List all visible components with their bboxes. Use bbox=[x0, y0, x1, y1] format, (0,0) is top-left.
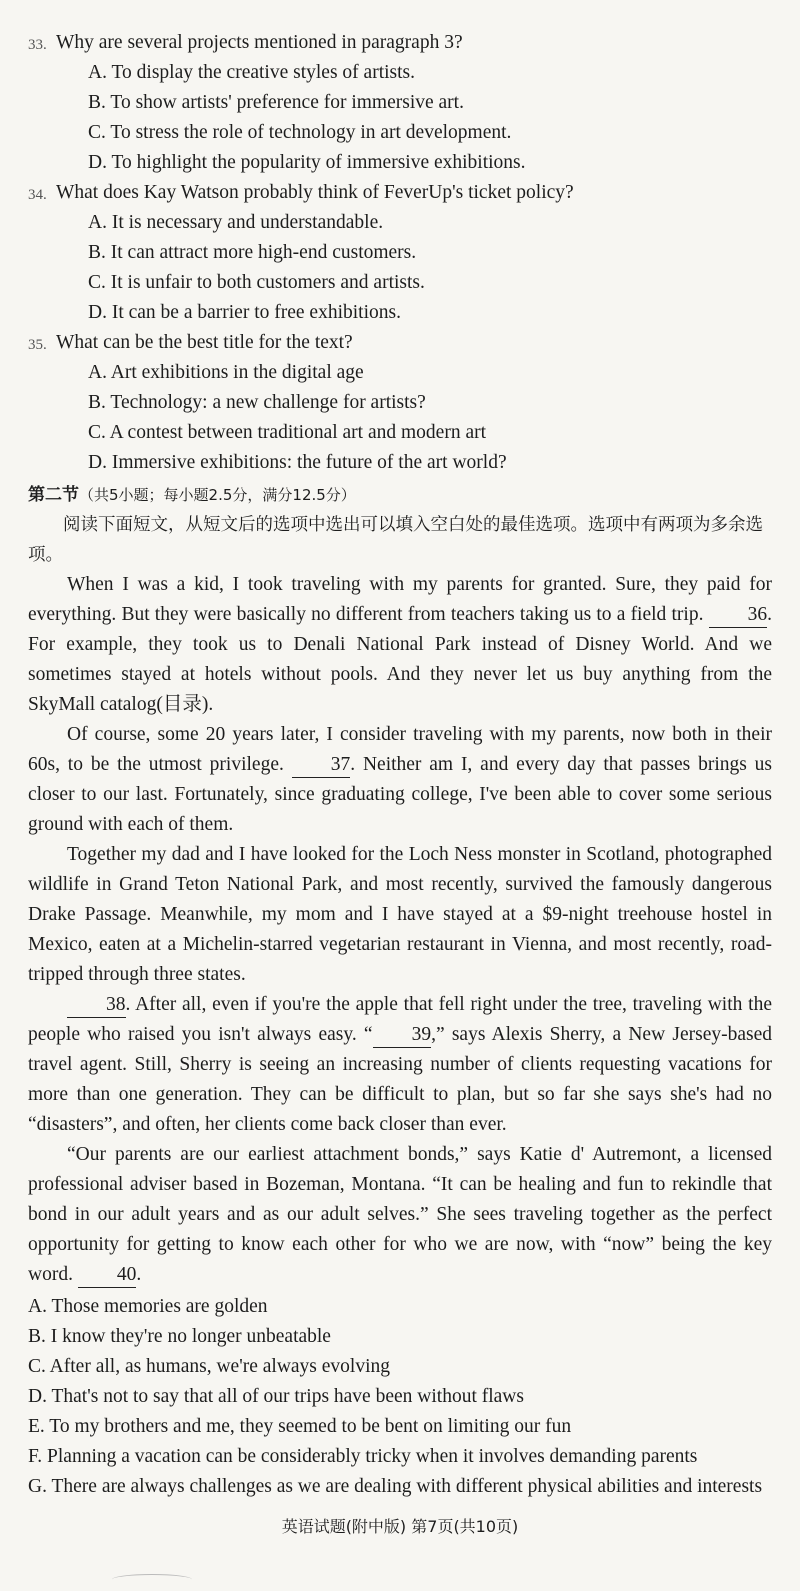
blank-39[interactable]: 39 bbox=[373, 1023, 432, 1048]
option: D. It can be a barrier to free exhibitions. bbox=[88, 302, 401, 323]
paragraph-text: Of course, some 20 years later, I consider traveling with my parents, now both in their 60s, to be the utmost privilege. bbox=[28, 724, 772, 775]
paragraph-text: . After all, even if you're the apple that fell right under the tree, traveling with the people who raised you isn't always easy. “ bbox=[28, 994, 772, 1045]
blank-40[interactable]: 40 bbox=[78, 1263, 137, 1288]
paragraph-text: . bbox=[136, 1264, 142, 1285]
choice-option: C. After all, as humans, we're always evolving bbox=[28, 1356, 391, 1377]
passage bbox=[28, 570, 772, 1290]
choice-option: F. Planning a vacation can be considerably tricky when it involves demanding parents bbox=[28, 1446, 698, 1467]
section-title: 第二节 bbox=[28, 485, 79, 505]
paragraph-text: When I was a kid, I took traveling with my parents for granted. Sure, they paid for everything. But they were basically no different from teachers taking us to a field trip. bbox=[28, 574, 772, 625]
option: A. Art exhibitions in the digital age bbox=[88, 362, 364, 383]
question-stem: Why are several projects mentioned in paragraph 3? bbox=[56, 32, 463, 53]
paragraph-text: ,” says Alexis Sherry, a New Jersey-based travel agent. Still, Sherry is seeing an increasing number of clients requesting vacations for more than one generation. They can be difficult to plan, but so far she says she's had no “disasters”, and often, her clients come back closer than ever. bbox=[28, 1024, 772, 1135]
paragraph bbox=[28, 1140, 772, 1290]
option: B. To show artists' preference for immersive art. bbox=[88, 92, 464, 113]
question-number: 35. bbox=[28, 337, 47, 353]
paragraph-text: . Neither am I, and every day that passes brings us closer to our last. Fortunately, since graduating college, I've been able to cover some serious ground with each of them. bbox=[28, 754, 773, 835]
paragraph-text: “Our parents are our earliest attachment bonds,” says Katie d' Autremont, a licensed professional adviser based in Bozeman, Montana. “It can be healing and fun to rekindle that bond in our adult years and as our adult selves.” She sees traveling together as the perfect opportunity for getting to know each other for who we are now, with “now” being the key word. bbox=[28, 1144, 772, 1285]
option: C. To stress the role of technology in art development. bbox=[88, 122, 512, 143]
paragraph-text: . For example, they took us to Denali National Park instead of Disney World. And we sometimes stayed at hotels without pools. And they never let us buy anything from the SkyMall catalog(目录). bbox=[28, 604, 773, 715]
blank-36[interactable]: 36 bbox=[709, 603, 768, 628]
choice-list bbox=[28, 1292, 772, 1502]
choice-option: G. There are always challenges as we are dealing with different physical abilities and interests bbox=[28, 1476, 763, 1497]
choice-option: A. Those memories are golden bbox=[28, 1296, 268, 1317]
section-instruction: 阅读下面短文，从短文后的选项中选出可以填入空白处的最佳选项。选项中有两项为多余选项。 bbox=[28, 515, 763, 565]
paragraph bbox=[28, 720, 772, 840]
option: D. To highlight the popularity of immersive exhibitions. bbox=[88, 152, 526, 173]
question-34 bbox=[28, 178, 772, 328]
option: B. It can attract more high-end customers. bbox=[88, 242, 417, 263]
blank-38[interactable]: 38 bbox=[67, 993, 126, 1018]
scan-smudge bbox=[112, 1574, 192, 1585]
question-number: 33. bbox=[28, 37, 47, 53]
paragraph bbox=[28, 990, 772, 1140]
section-note: （共5小题；每小题2.5分，满分12.5分） bbox=[79, 486, 356, 504]
question-stem: What can be the best title for the text? bbox=[56, 332, 353, 353]
section-heading bbox=[28, 480, 772, 510]
question-35 bbox=[28, 328, 772, 478]
option: A. It is necessary and understandable. bbox=[88, 212, 384, 233]
page-footer: 英语试题(附中版) 第7页(共10页) bbox=[281, 1517, 519, 1536]
option: C. A contest between traditional art and modern art bbox=[88, 422, 487, 443]
choice-option: D. That's not to say that all of our trips have been without flaws bbox=[28, 1386, 524, 1407]
blank-37[interactable]: 37 bbox=[292, 753, 351, 778]
question-number: 34. bbox=[28, 187, 47, 203]
question-stem: What does Kay Watson probably think of FeverUp's ticket policy? bbox=[56, 182, 574, 203]
option: A. To display the creative styles of artists. bbox=[88, 62, 415, 83]
option: D. Immersive exhibitions: the future of the art world? bbox=[88, 452, 507, 473]
choice-option: B. I know they're no longer unbeatable bbox=[28, 1326, 331, 1347]
option: B. Technology: a new challenge for artists? bbox=[88, 392, 426, 413]
paragraph: Together my dad and I have looked for the Loch Ness monster in Scotland, photographed wildlife in Grand Teton National Park, and most recently, survived the famously dangerous Drake Passage. Meanwhile, my mom and I have stayed at a $9-night treehouse hostel in Mexico, eaten at a Michelin-starred vegetarian restaurant in Vienna, and most recently, road-tripped through three states. bbox=[28, 844, 772, 985]
paragraph bbox=[28, 570, 772, 720]
question-33 bbox=[28, 28, 772, 178]
choice-option: E. To my brothers and me, they seemed to be bent on limiting our fun bbox=[28, 1416, 572, 1437]
option: C. It is unfair to both customers and artists. bbox=[88, 272, 425, 293]
